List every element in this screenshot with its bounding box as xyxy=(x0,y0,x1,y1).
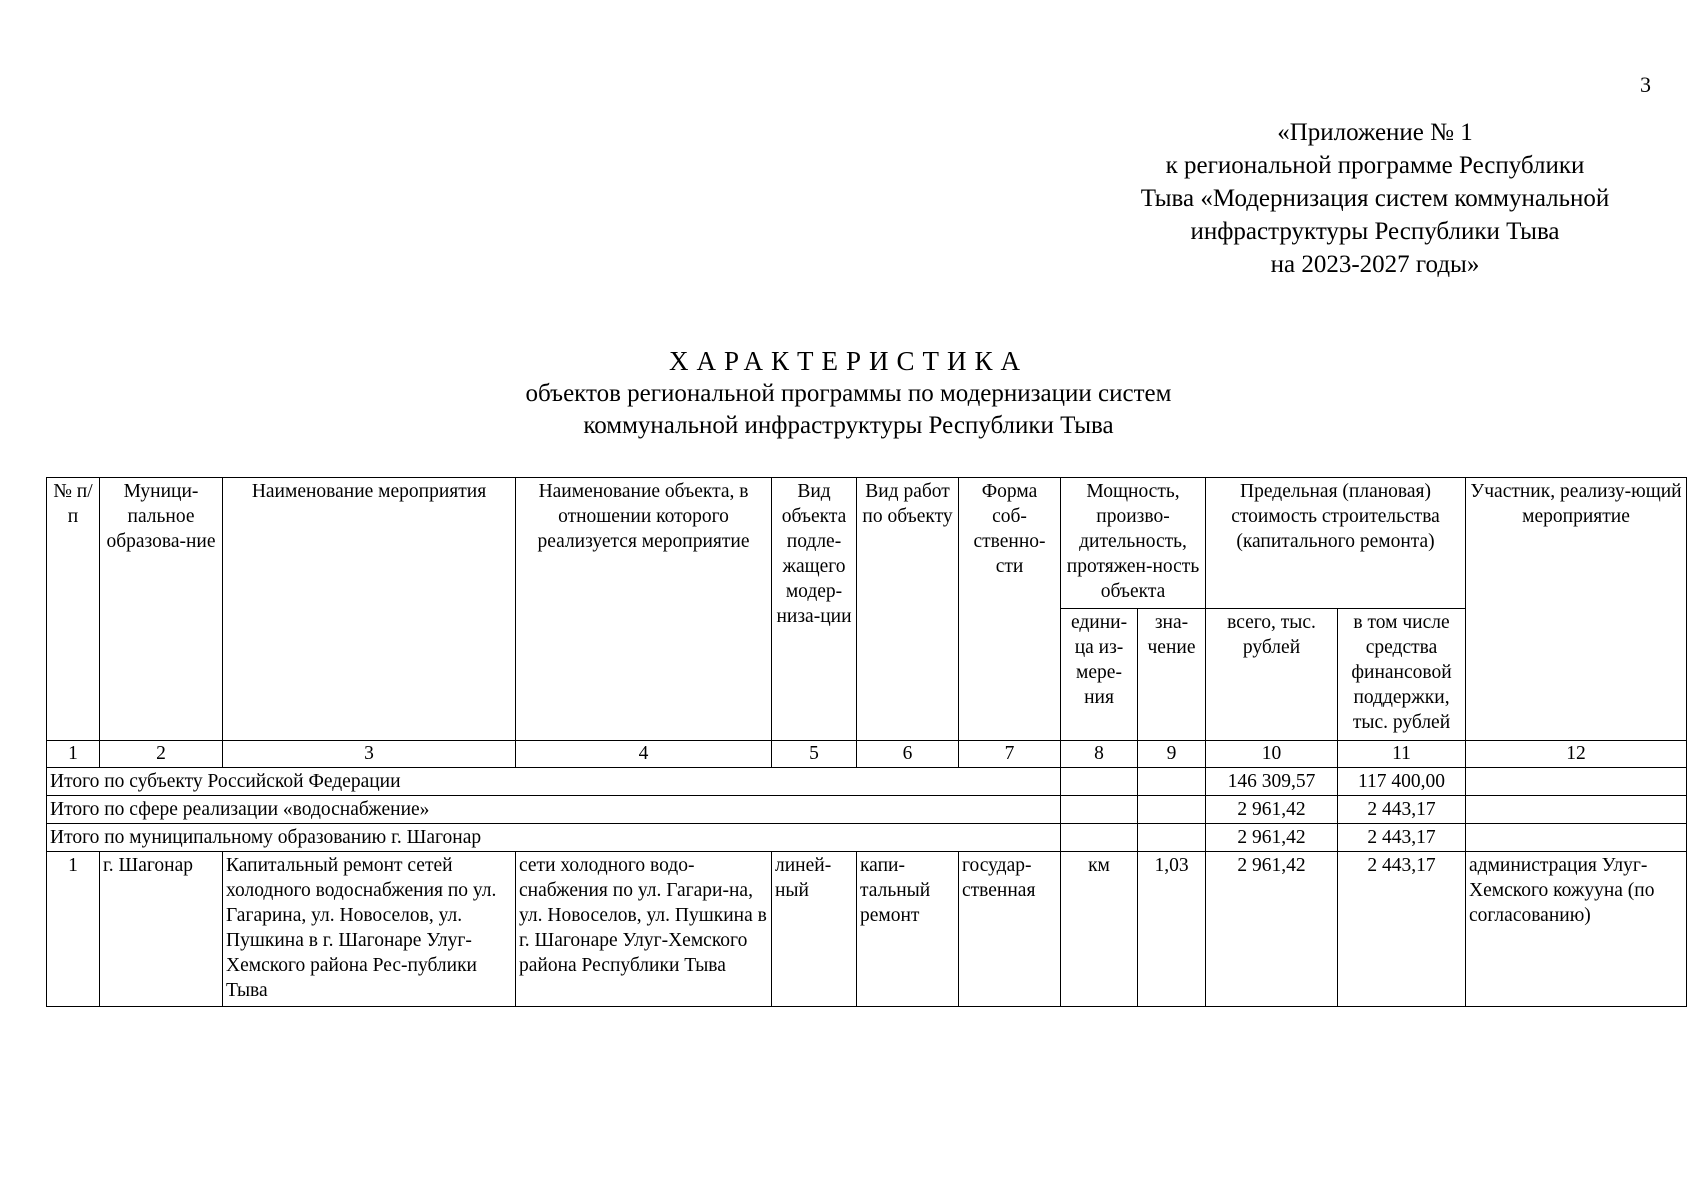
header-work-type: Вид работ по объекту xyxy=(857,478,959,741)
header-num: № п/п xyxy=(47,478,100,741)
row-num: 1 xyxy=(47,852,100,1007)
header-unit: едини-ца из-мере-ния xyxy=(1061,609,1138,741)
header-cost-total: всего, тыс. рублей xyxy=(1206,609,1338,741)
appendix-line: Тыва «Модернизация систем коммунальной xyxy=(1140,185,1610,212)
appendix-line: на 2023-2027 годы» xyxy=(1270,251,1480,278)
row-cost-total: 2 961,42 xyxy=(1206,852,1338,1007)
title-main: ХАРАКТЕРИСТИКА xyxy=(668,346,1029,376)
header-municipality: Муници-пальное образова-ние xyxy=(100,478,223,741)
total-label: Итого по сфере реализации «водоснабжение» xyxy=(47,796,1061,824)
column-number: 3 xyxy=(223,741,516,768)
row-ownership: государ-ственная xyxy=(959,852,1061,1007)
column-number: 4 xyxy=(516,741,772,768)
column-number: 12 xyxy=(1466,741,1687,768)
document-title xyxy=(0,344,1697,442)
row-object-type: линей-ный xyxy=(772,852,857,1007)
header-participant: Участник, реализу-ющий мероприятие xyxy=(1466,478,1687,741)
header-event-name: Наименование мероприятия xyxy=(223,478,516,741)
column-numbers-row xyxy=(47,741,1687,768)
row-municipality: г. Шагонар xyxy=(100,852,223,1007)
row-object-name: сети холодного водо-снабжения по ул. Гагари-на, ул. Новоселов, ул. Пушкина в г. Шагонаре Улуг-Хемского района Республики Тыва xyxy=(516,852,772,1007)
appendix-line: к региональной программе Республики xyxy=(1165,152,1585,179)
total-cost: 2 961,42 xyxy=(1206,824,1338,852)
row-unit: км xyxy=(1061,852,1138,1007)
row-value: 1,03 xyxy=(1138,852,1206,1007)
total-cost: 146 309,57 xyxy=(1206,768,1338,796)
row-work-type: капи-тальный ремонт xyxy=(857,852,959,1007)
column-number: 10 xyxy=(1206,741,1338,768)
header-object-type: Вид объекта подле-жащего модер-низа-ции xyxy=(772,478,857,741)
column-number: 8 xyxy=(1061,741,1138,768)
table-header-row xyxy=(47,478,1687,609)
title-subtitle-line: объектов региональной программы по модернизации систем xyxy=(525,380,1172,407)
header-cost: Предельная (плановая) стоимость строительства (капитального ремонта) xyxy=(1206,478,1466,609)
column-number: 5 xyxy=(772,741,857,768)
page-number: 3 xyxy=(1640,72,1651,97)
header-object-name: Наименование объекта, в отношении которого реализуется мероприятие xyxy=(516,478,772,741)
column-number: 11 xyxy=(1338,741,1466,768)
total-support: 117 400,00 xyxy=(1338,768,1466,796)
total-label: Итого по муниципальному образованию г. Шагонар xyxy=(47,824,1061,852)
total-support: 2 443,17 xyxy=(1338,796,1466,824)
total-label: Итого по субъекту Российской Федерации xyxy=(47,768,1061,796)
total-row xyxy=(47,796,1687,824)
header-value: зна-чение xyxy=(1138,609,1206,741)
header-ownership: Форма соб-ственно-сти xyxy=(959,478,1061,741)
title-subtitle-line: коммунальной инфраструктуры Республики Тыва xyxy=(583,412,1114,439)
total-cost: 2 961,42 xyxy=(1206,796,1338,824)
objects-table xyxy=(46,477,1687,1007)
appendix-line: инфраструктуры Республики Тыва xyxy=(1190,218,1560,245)
row-event-name: Капитальный ремонт сетей холодного водоснабжения по ул. Гагарина, ул. Новоселов, ул. Пушкина в г. Шагонаре Улуг-Хемского района Рес-публики Тыва xyxy=(223,852,516,1007)
total-support: 2 443,17 xyxy=(1338,824,1466,852)
appendix-line: «Приложение № 1 xyxy=(1277,119,1473,146)
appendix-note xyxy=(1060,116,1690,281)
header-capacity: Мощность, произво-дительность, протяжен-ность объекта xyxy=(1061,478,1206,609)
column-number: 6 xyxy=(857,741,959,768)
total-row xyxy=(47,824,1687,852)
column-number: 1 xyxy=(47,741,100,768)
row-participant: администрация Улуг-Хемского кожууна (по согласованию) xyxy=(1466,852,1687,1007)
row-cost-support: 2 443,17 xyxy=(1338,852,1466,1007)
table-row xyxy=(47,852,1687,1007)
column-number: 9 xyxy=(1138,741,1206,768)
column-number: 7 xyxy=(959,741,1061,768)
total-row xyxy=(47,768,1687,796)
header-cost-support: в том числе средства финансовой поддержки, тыс. рублей xyxy=(1338,609,1466,741)
column-number: 2 xyxy=(100,741,223,768)
